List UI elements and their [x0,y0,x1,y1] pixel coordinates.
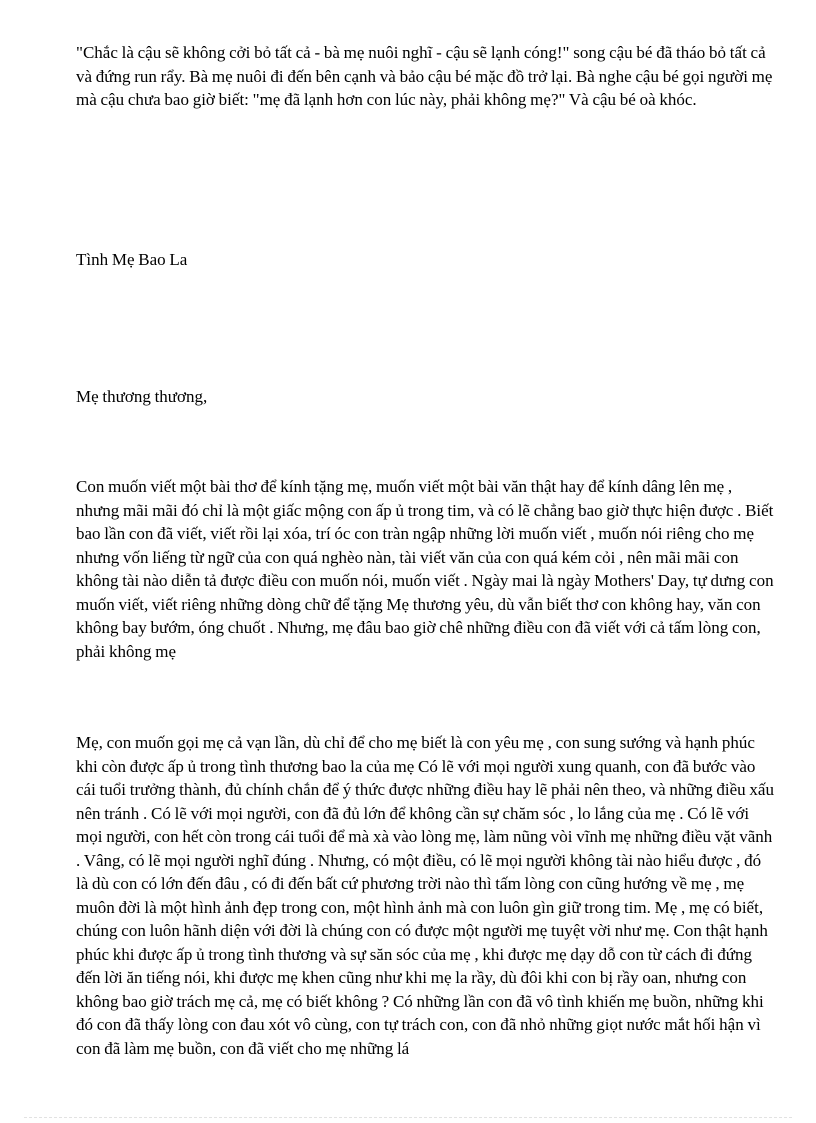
essay-title: Tình Mẹ Bao La [76,250,188,269]
page-bottom-divider [24,1117,792,1118]
story-ending-paragraph: "Chắc là cậu sẽ không cởi bỏ tất cả - bà mẹ nuôi nghĩ - cậu sẽ lạnh cóng!" song cậu bé đã tháo bỏ tất cả và đứng run rẩy. Bà mẹ nuôi đi đến bên cạnh và bảo cậu bé mặc đồ trở lại. Bà nghe cậu bé gọi người mẹ mà cậu chưa bao giờ biết: "mẹ đã lạnh hơn con lúc này, phải không mẹ?" Và cậu bé oà khóc. [76,43,773,109]
salutation: Mẹ thương thương, [76,387,208,406]
body-paragraph: Mẹ, con muốn gọi mẹ cả vạn lần, dù chỉ để cho mẹ biết là con yêu mẹ , con sung sướng và hạnh phúc khi còn được ấp ủ trong tình thương bao la của mẹ Có lẽ với mọi người xung quanh, con đã bước vào cái tuổi trưởng thành, đủ chính chắn để ý thức được những điều hay lẽ phải nên theo, và những điều xấu nên tránh . Có lẽ với mọi người, con đã đủ lớn để không cần sự chăm sóc , lo lắng của mẹ . Có lẽ với mọi người, con hết còn trong cái tuổi để mà xà vào lòng mẹ, làm nũng vòi vĩnh mẹ những điều vặt vãnh . Vâng, có lẽ mọi người nghĩ đúng . Nhưng, có một điều, có lẽ mọi người không tài nào hiểu được , đó là dù con có lớn đến đâu , có đi đến bất cứ phương trời nào thì tấm lòng con cũng hướng về mẹ , mẹ muôn đời là một hình ảnh đẹp trong con, một hình ảnh mà con luôn gìn giữ trong tim. Mẹ , mẹ có biết, chúng con luôn hãnh diện với đời là chúng con có được một người mẹ tuyệt vời như mẹ. Con thật hạnh phúc khi được ấp ủ trong tình thương và sự săn sóc của mẹ , khi được mẹ dạy dỗ con từ cách đi đứng đến lời ăn tiếng nói, khi được mẹ khen cũng như khi mẹ la rầy, dù đôi khi con bị rầy oan, nhưng con không bao giờ trách mẹ cả, mẹ có biết không ? Có những lần con đã vô tình khiến mẹ buồn, những khi đó con đã thấy lòng con đau xót vô cùng, con tự trách con, con đã nhỏ những giọt nước mắt hối hận vì con đã làm mẹ buồn, con đã viết cho mẹ những lá [76,733,774,1058]
body-paragraph: Con muốn viết một bài thơ để kính tặng mẹ, muốn viết một bài văn thật hay để kính dâng lên mẹ , nhưng mãi mãi đó chỉ là một giấc mộng con ấp ủ trong tim, và có lẽ chẳng bao giờ thực hiện được . Biết bao lần con đã viết, viết rồi lại xóa, trí óc con tràn ngập những lời muốn viết , muốn nói riêng cho mẹ nhưng vốn liếng từ ngữ của con quá nghèo nàn, tài viết văn của con quá kém cỏi , nên mãi mãi con không tài nào diễn tả được điều con muốn nói, muốn viết . Ngày mai là ngày Mothers' Day, tự dưng con muốn viết, viết riêng những dòng chữ để tặng Mẹ thương yêu, dù vẫn biết thơ con không hay, văn con không bay bướm, óng chuốt . Nhưng, mẹ đâu bao giờ chê những điều con đã viết với cả tấm lòng con, phải không mẹ [76,477,774,661]
